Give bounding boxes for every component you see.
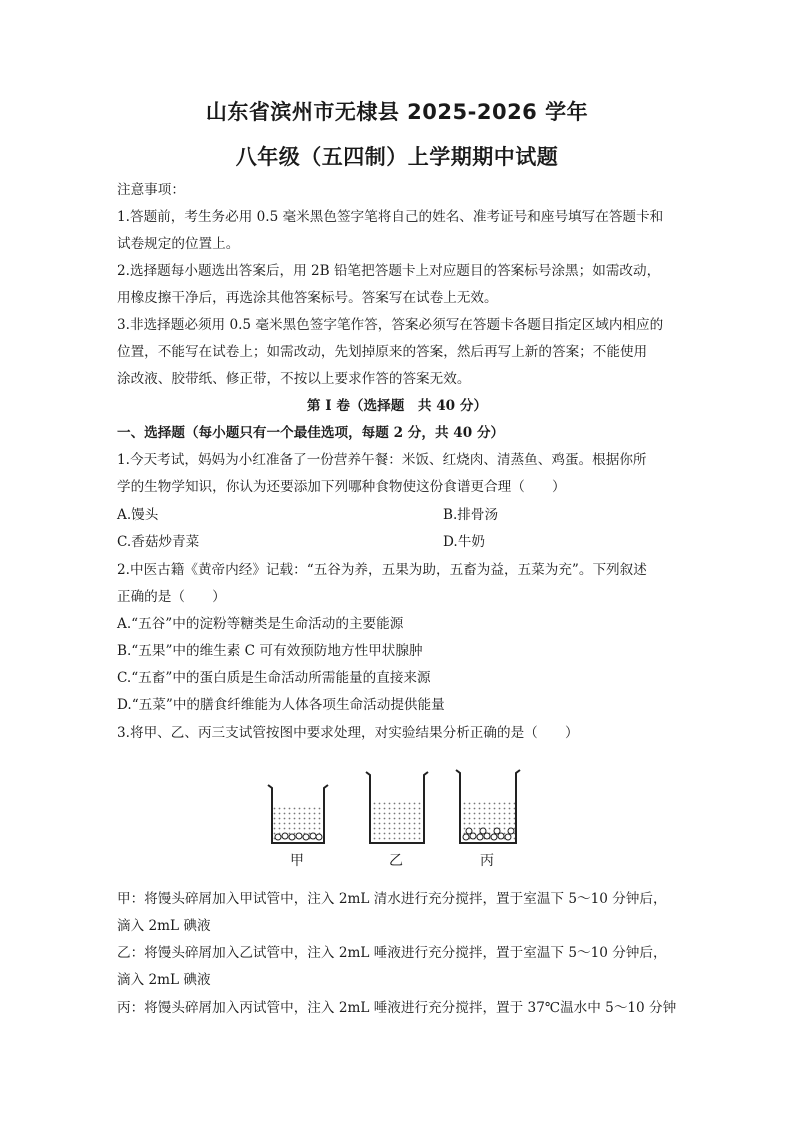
q2-option-d: D.“五菜”中的膳食纤维能为人体各项生命活动提供能量	[117, 697, 445, 713]
q2-option-c: C.“五畜”中的蛋白质是生命活动所需能量的直接来源	[117, 670, 431, 686]
q2-stem-line1: 2.中医古籍《黄帝内经》记载：“五谷为养，五果为助，五畜为益，五菜为充”。下列叙述	[117, 562, 647, 578]
q1-option-c: C.香菇炒青菜	[117, 534, 200, 550]
q3-yi-line1: 乙：将馒头碎屑加入乙试管中，注入 2mL 唾液进行充分搅拌，置于室温下 5～10 分钟后，	[117, 945, 667, 961]
label-yi: 乙	[389, 853, 403, 869]
q2-stem-line2: 正确的是（ ）	[117, 589, 226, 605]
notice-line: 2.选择题每小题选出答案后，用 2B 铅笔把答题卡上对应题目的答案标号涂黑；如需改动，	[117, 263, 661, 279]
notice-heading: 注意事项：	[117, 182, 185, 198]
notice-line: 1.答题前，考生务必用 0.5 毫米黑色签字笔将自己的姓名、准考证号和座号填写在答题卡和	[117, 209, 664, 225]
q2-option-a: A.“五谷”中的淀粉等糖类是生命活动的主要能源	[117, 616, 404, 632]
notice-line: 涂改液、胶带纸、修正带，不按以上要求作答的答案无效。	[117, 371, 471, 387]
notice-line: 用橡皮擦干净后，再选涂其他答案标号。答案写在试卷上无效。	[117, 290, 498, 306]
label-bing: 丙	[480, 853, 494, 869]
q3-bing-line1: 丙：将馒头碎屑加入丙试管中，注入 2mL 唾液进行充分搅拌，置于 37℃温水中 5～10 分钟	[117, 1000, 677, 1016]
q3-stem: 3.将甲、乙、丙三支试管按图中要求处理，对实验结果分析正确的是（ ）	[117, 725, 579, 741]
part-title: 一、选择题（每小题只有一个最佳选项，每题 2 分，共 40 分）	[117, 425, 505, 441]
q1-stem-line2: 学的生物学知识，你认为还要添加下列哪种食物使这份食谱更合理（ ）	[117, 479, 566, 495]
q3-jia-line2: 滴入 2mL 碘液	[117, 918, 211, 934]
q3-yi-line2: 滴入 2mL 碘液	[117, 972, 211, 988]
beaker-bing	[456, 770, 520, 843]
q1-option-b: B.排骨汤	[443, 507, 499, 523]
beaker-yi	[366, 772, 428, 843]
q2-option-b: B.“五果”中的维生素 C 可有效预防地方性甲状腺肿	[117, 643, 423, 659]
beaker-figure	[262, 766, 532, 876]
notice-line: 位置，不能写在试卷上；如需改动，先划掉原来的答案，然后再写上新的答案；不能使用	[117, 344, 648, 360]
q3-jia-line1: 甲：将馒头碎屑加入甲试管中，注入 2mL 清水进行充分搅拌，置于室温下 5～10 分钟后，	[117, 891, 667, 907]
q1-option-a: A.馒头	[117, 507, 159, 523]
beakers-illustration	[262, 766, 532, 856]
beaker-jia	[268, 785, 328, 843]
notice-line: 3.非选择题必须用 0.5 毫米黑色签字笔作答，答案必须写在答题卡各题目指定区域内相应的	[117, 317, 664, 333]
exam-title-line2: 八年级（五四制）上学期期中试题	[235, 145, 559, 169]
notice-line: 试卷规定的位置上。	[117, 236, 240, 252]
label-jia: 甲	[290, 853, 304, 869]
exam-title-line1: 山东省滨州市无棣县 2025-2026 学年	[205, 100, 589, 124]
volume-title: 第 I 卷（选择题 共 40 分）	[306, 398, 488, 414]
q1-stem-line1: 1.今天考试，妈妈为小红准备了一份营养午餐：米饭、红烧肉、清蒸鱼、鸡蛋。根据你所	[117, 452, 647, 468]
q1-option-d: D.牛奶	[443, 534, 485, 550]
